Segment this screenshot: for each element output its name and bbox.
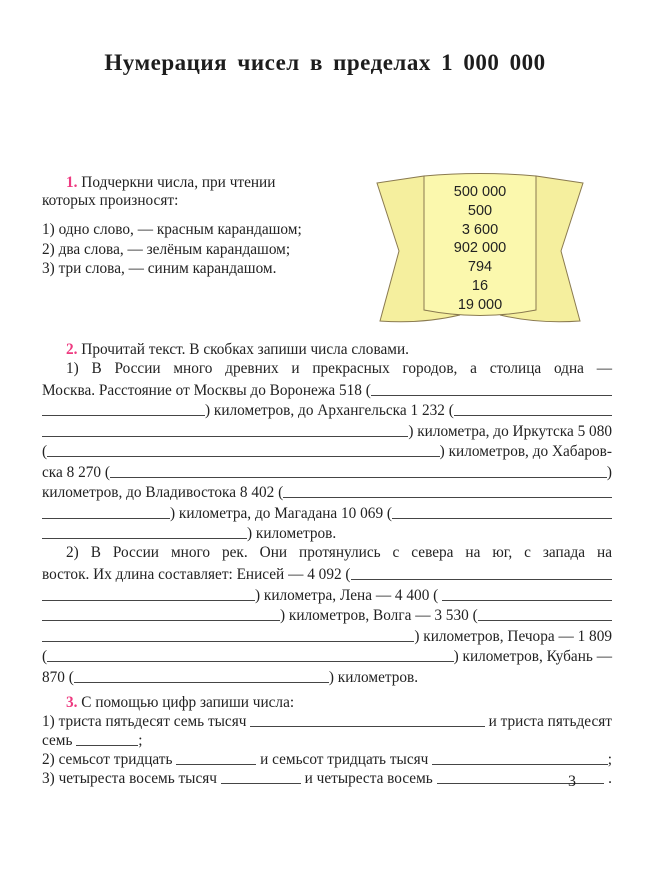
exercise-1-number: 1. <box>66 173 78 191</box>
exercise-1-intro-line2: которых произносят: <box>42 191 179 209</box>
exercise-3-header <box>42 691 612 712</box>
text-line <box>42 666 612 687</box>
exercise-1-header <box>42 171 372 192</box>
text-line <box>42 564 612 585</box>
exercise-3 <box>42 691 612 788</box>
text-line <box>42 482 612 503</box>
text-line <box>42 625 612 646</box>
text-run: семь <box>42 731 77 749</box>
text-run: ) километров. <box>328 668 419 686</box>
numbers-banner <box>372 170 588 332</box>
banner-number: 500 000 <box>453 184 507 200</box>
blank-field[interactable] <box>454 415 612 416</box>
text-run: 1) триста пятьдесят семь тысяч <box>42 712 251 730</box>
text-line <box>42 523 612 544</box>
banner-number: 902 000 <box>453 240 507 257</box>
blank-field[interactable] <box>42 436 408 437</box>
blank-field[interactable] <box>47 456 440 457</box>
text-line <box>42 646 612 667</box>
page-title: Нумерация чисел в пределах 1 000 000 <box>104 50 546 75</box>
text-run: ) <box>606 463 612 481</box>
text-run: 3) четыреста восемь тысяч <box>42 769 221 787</box>
text-run: и триста пятьдесят <box>484 712 612 730</box>
exercise-2-text <box>42 359 612 687</box>
text-run: ) километров, до Архангельска 1 232 ( <box>205 402 454 419</box>
text-run: ска 8 270 ( <box>42 463 110 481</box>
blank-field[interactable] <box>110 477 607 478</box>
blank-field[interactable] <box>371 395 612 396</box>
blank-field[interactable] <box>42 415 205 416</box>
text-line <box>42 605 612 626</box>
text-run: ) километров, Печора — 1 809 <box>414 627 612 645</box>
exercise-1-item: 1) одно слово, — красным карандашом; <box>42 221 302 238</box>
text-run: ( <box>42 443 48 460</box>
blank-field[interactable] <box>392 518 612 519</box>
blank-field[interactable] <box>478 620 612 621</box>
text-line <box>42 731 612 750</box>
text-run: километров, до Владивостока 8 402 ( <box>42 484 284 501</box>
banner-numbers <box>424 183 536 315</box>
blank-field[interactable] <box>42 518 170 519</box>
text-line <box>42 712 612 731</box>
exercise-2-title: Прочитай текст. В скобках запиши числа словами. <box>77 340 409 358</box>
exercise-3-number: 3. <box>66 693 78 711</box>
text-run: и семьсот тридцать тысяч <box>256 750 433 768</box>
text-run: ) километра, до Магадана 10 069 ( <box>170 504 393 522</box>
text-run: 2) семьсот тридцать <box>42 750 177 768</box>
text-run: Москва. Расстояние от Москвы до Воронежа 518 ( <box>42 381 371 399</box>
blank-field[interactable] <box>76 745 138 746</box>
text-run: ) километров. <box>247 525 337 542</box>
text-line: 2) В России много рек. Они протянулись с севера на юг, с запада на <box>66 544 612 561</box>
text-line <box>42 769 612 788</box>
blank-field[interactable] <box>42 641 414 642</box>
text-run: ) километров, Кубань — <box>453 648 612 665</box>
text-run: ) километров, Волга — 3 530 ( <box>280 607 478 624</box>
text-run: ) километров, до Хабаров- <box>439 443 612 460</box>
text-line <box>42 502 612 523</box>
exercise-1-intro-line1: Подчеркни числа, при чтении <box>77 173 276 191</box>
text-run: ; <box>607 750 612 768</box>
text-run: . <box>604 769 612 787</box>
exercise-1-item: 3) три слова, — синим карандашом. <box>42 260 277 277</box>
page-number: 3 <box>568 773 576 790</box>
text-line <box>42 420 612 441</box>
banner-number: 16 <box>471 277 489 294</box>
blank-field[interactable] <box>47 661 453 662</box>
text-line <box>42 750 612 769</box>
exercise-2-header <box>42 338 612 359</box>
exercise-1 <box>42 171 372 280</box>
text-run: ( <box>42 648 48 665</box>
text-run: ; <box>138 731 143 749</box>
text-line: 1) В России много древних и прекрасных городов, а столица одна — <box>66 359 612 377</box>
blank-field[interactable] <box>74 682 329 683</box>
exercise-1-item: 2) два слова, — зелёным карандашом; <box>42 240 291 258</box>
exercise-2 <box>42 338 612 687</box>
blank-field[interactable] <box>250 726 485 727</box>
blank-field[interactable] <box>42 620 280 621</box>
exercise-3-title: С помощью цифр запиши числа: <box>77 693 295 711</box>
banner-number: 3 600 <box>461 221 499 238</box>
blank-field[interactable] <box>442 600 612 601</box>
text-run: восток. Их длина составляет: Енисей — 4 092 ( <box>42 566 351 583</box>
exercise-1-items <box>42 221 372 280</box>
banner-number: 500 <box>467 202 493 219</box>
banner-number: 794 <box>467 259 493 276</box>
text-run: 870 ( <box>42 668 74 686</box>
text-run: ) километра, до Иркутска 5 080 <box>408 422 612 440</box>
text-line <box>42 379 612 400</box>
blank-field[interactable] <box>351 579 612 580</box>
banner-number: 19 000 <box>457 296 503 313</box>
text-run: и четыреста восемь <box>300 769 437 787</box>
blank-field[interactable] <box>176 764 256 765</box>
text-line <box>42 441 612 462</box>
blank-field[interactable] <box>432 764 608 765</box>
text-line <box>42 400 612 421</box>
blank-field[interactable] <box>283 497 612 498</box>
blank-field[interactable] <box>42 600 255 601</box>
exercise-2-number: 2. <box>66 340 78 358</box>
blank-field[interactable] <box>42 538 247 539</box>
text-line <box>42 584 612 605</box>
exercise-3-text <box>42 712 612 788</box>
text-run: ) километра, Лена — 4 400 ( <box>255 586 443 604</box>
blank-field[interactable] <box>221 783 301 784</box>
text-line <box>42 461 612 482</box>
